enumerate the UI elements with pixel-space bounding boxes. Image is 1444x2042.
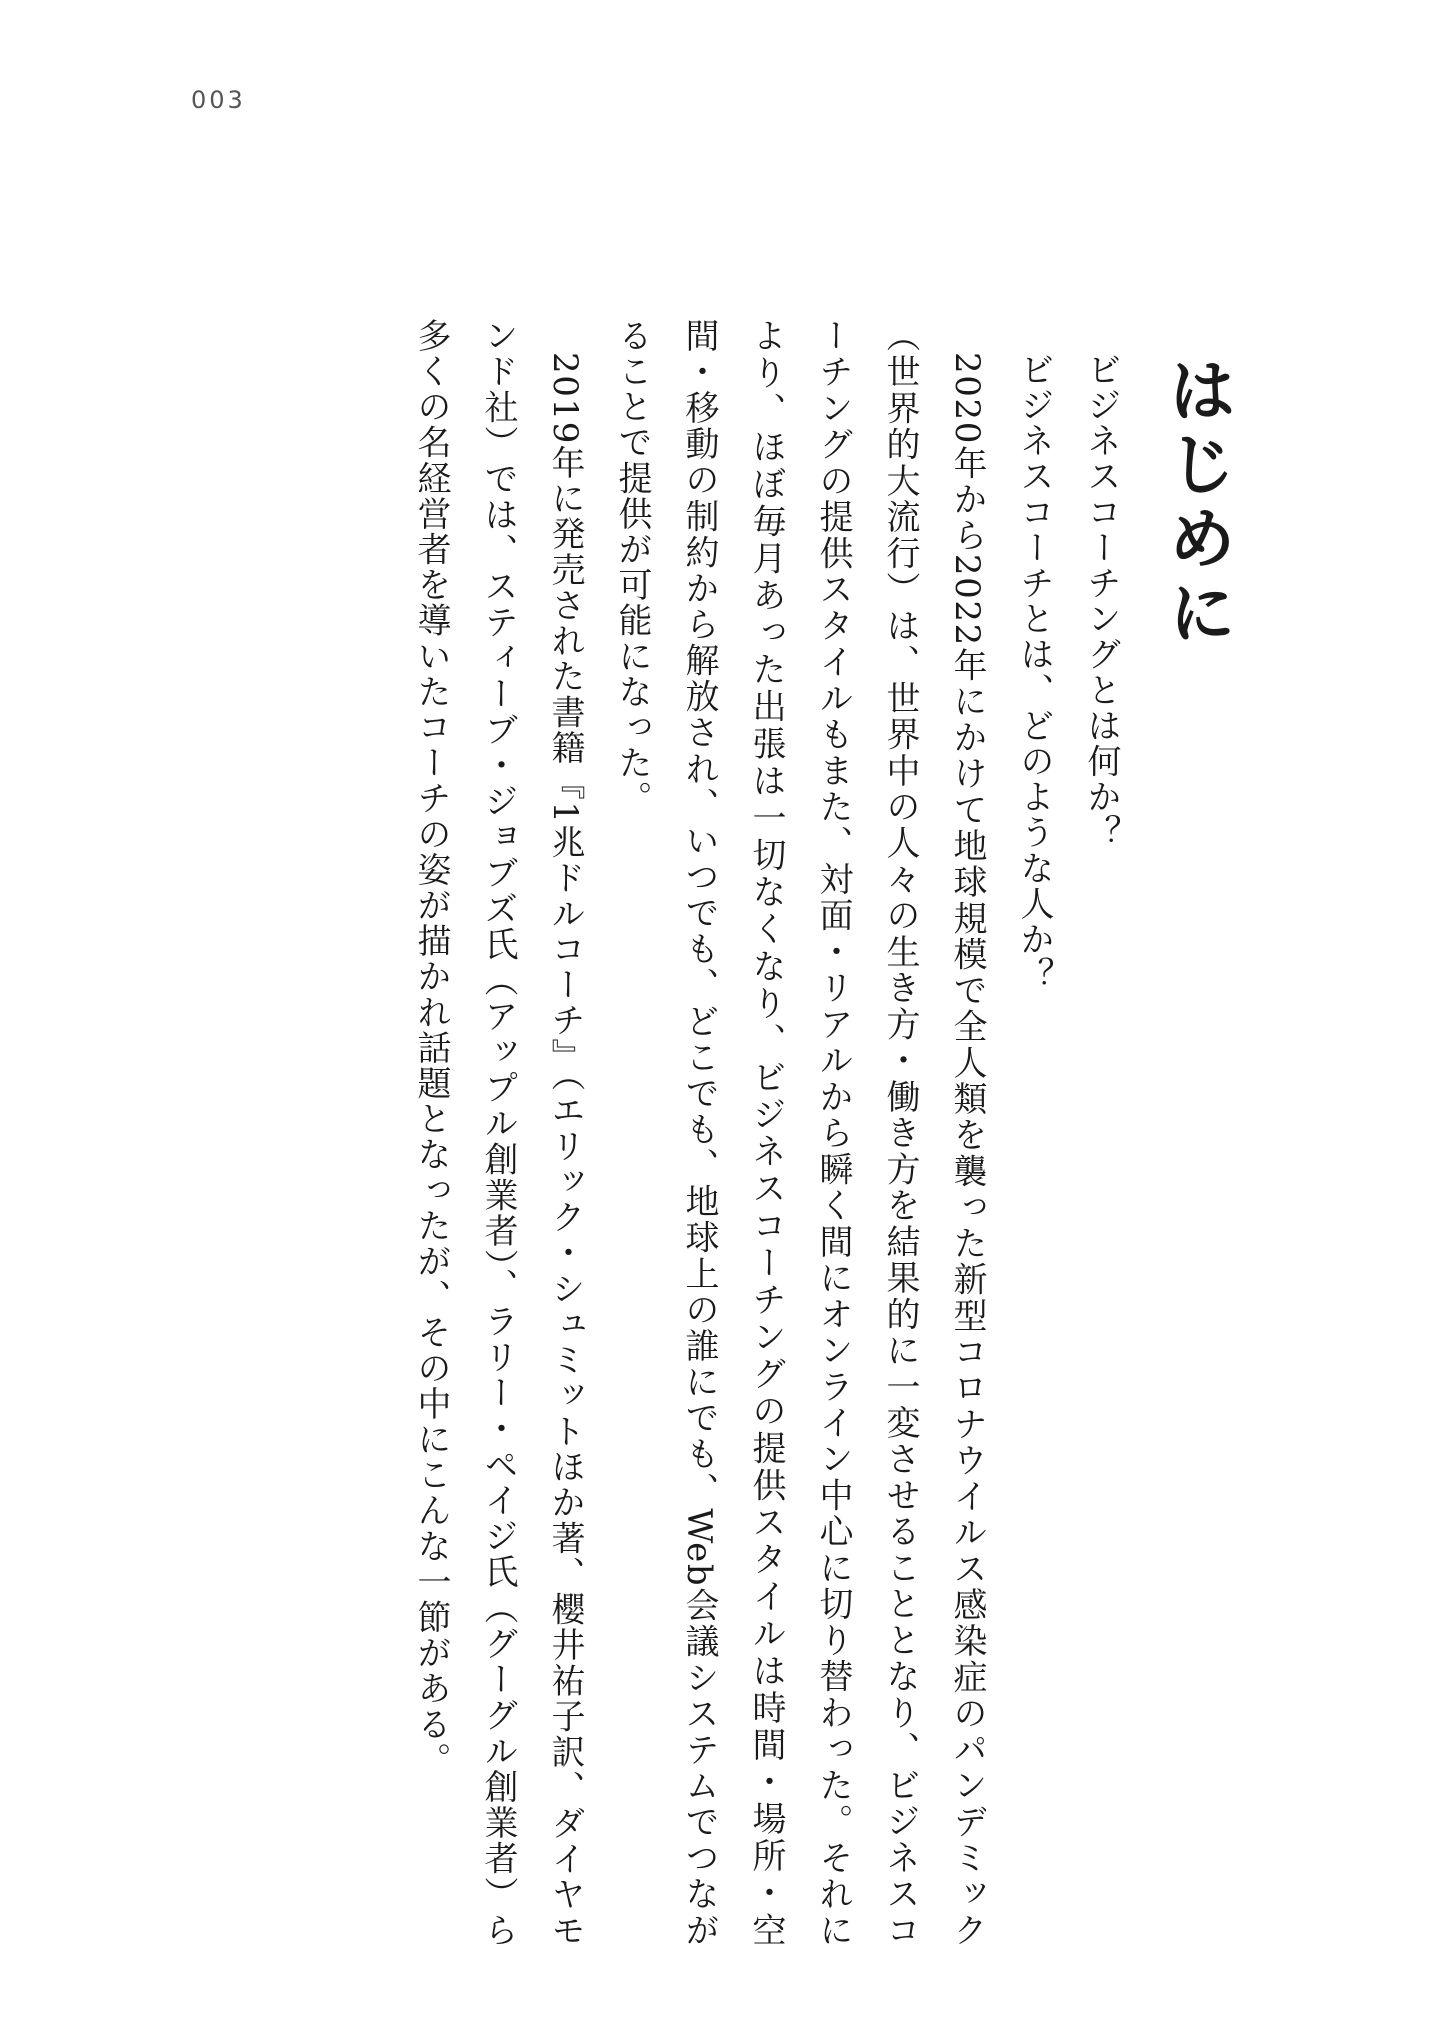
body-text <box>397 318 1134 1948</box>
chapter-title: はじめに <box>1157 355 1236 651</box>
page-number: 003 <box>191 86 246 114</box>
question-line-2: ビジネスコーチとは、どのような人か？ <box>1014 352 1054 993</box>
question-line-1: ビジネスコーチングとは何か？ <box>1081 352 1121 851</box>
paragraph-2: 2019年に発売された書籍『1兆ドルコーチ』（エリック・シュミットほか著、櫻井祐子訳、ダイヤモンド社）では、スティーブ・ジョブズ氏（アップル創業者）、ラリー・ペイジ氏（グーグル創業者）ら多くの名経営者を導いたコーチの姿が描かれ話題となったが、その中にこんな一節がある。 <box>411 318 585 1948</box>
paragraph-1: 2020年から2022年にかけて地球規模で全人類を襲った新型コロナウイルス感染症のパンデミック（世界的大流行）は、世界中の人々の生き方・働き方を結果的に一変させることとなり、ビジネスコーチングの提供スタイルもまた、対面・リアルから瞬く間にオンライン中心に切り替わった。それにより、ほぼ毎月あった出張は一切なくなり、ビジネスコーチングの提供スタイルは時間・場所・空間・移動の制約から解放され、いつでも、どこでも、地球上の誰にでも、Web会議システムでつながることで提供が可能になった。 <box>612 318 987 1948</box>
